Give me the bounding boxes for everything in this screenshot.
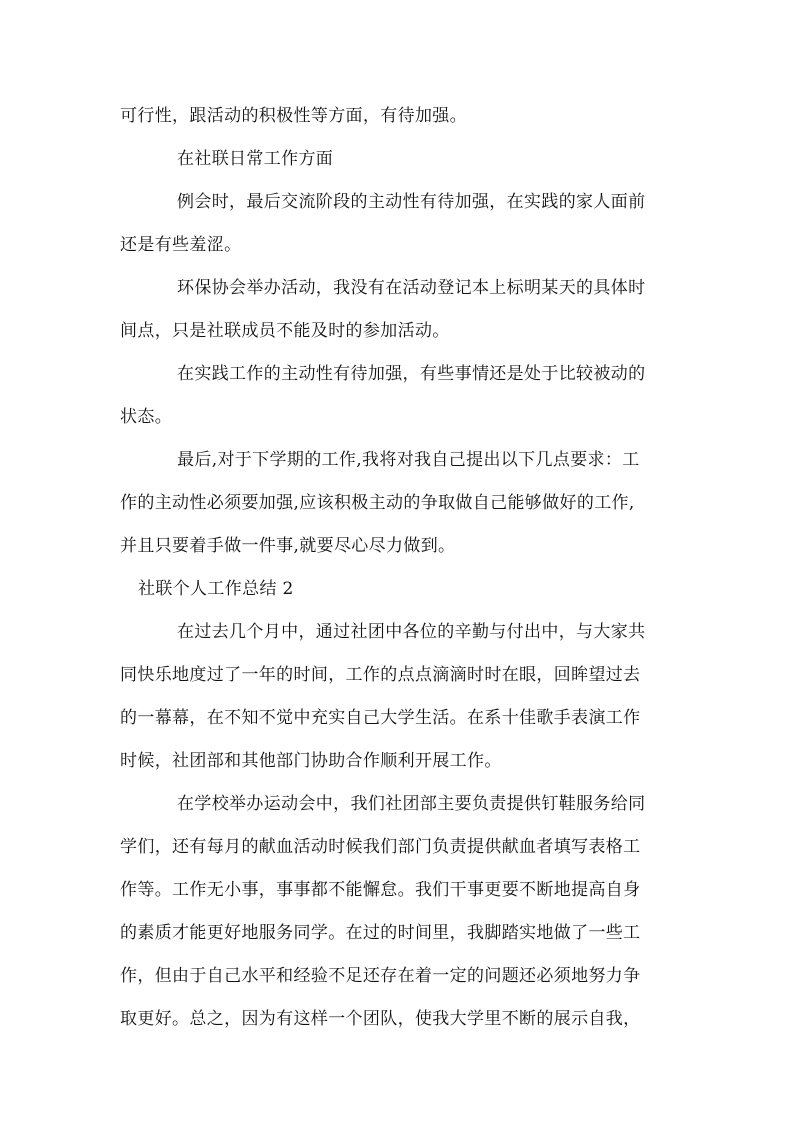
text-line: 状态。 [120, 407, 173, 427]
text-line: 时候，社团部和其他部门协助合作顺利开展工作。 [120, 751, 502, 771]
text-line: 作的主动性必须要加强,应该积极主动的争取做自己能够做好的工作, [120, 493, 635, 513]
text-line: 并且只要着手做一件事,就要尽心尽力做到。 [120, 536, 456, 556]
text-line: 取更好。总之，因为有这样一个团队，使我大学里不断的展示自我， [120, 1009, 641, 1029]
text-line: 学们，还有每月的献血活动时候我们部门负责提供献血者填写表格工 [120, 837, 641, 857]
text-line: 还是有些羞涩。 [120, 235, 242, 255]
text-line: 作，但由于自己水平和经验不足还存在着一定的问题还必须地努力争 [120, 966, 641, 986]
text-line: 在过去几个月中，通过社团中各位的辛勤与付出中，与大家共 [177, 622, 646, 642]
text-line: 可行性，跟活动的积极性等方面，有待加强。 [120, 106, 467, 126]
text-line: 在社联日常工作方面 [177, 149, 334, 169]
text-line: 作等。工作无小事，事事都不能懈怠。我们干事更要不断地提高自身 [120, 880, 641, 900]
text-line: 在实践工作的主动性有待加强，有些事情还是处于比较被动的 [177, 364, 646, 384]
text-line: 环保协会举办活动，我没有在活动登记本上标明某天的具体时 [177, 278, 646, 298]
text-line: 最后,对于下学期的工作,我将对我自己提出以下几点要求：工 [177, 450, 640, 470]
text-line: 在学校举办运动会中，我们社团部主要负责提供钉鞋服务给同 [177, 794, 646, 814]
section-heading: 社联个人工作总结 2 [138, 579, 294, 599]
text-line: 同快乐地度过了一年的时间，工作的点点滴滴时时在眼，回眸望过去 [120, 665, 641, 685]
text-line: 的一幕幕，在不知不觉中充实自己大学生活。在系十佳歌手表演工作 [120, 708, 641, 728]
text-line: 间点，只是社联成员不能及时的参加活动。 [120, 321, 450, 341]
text-line: 的素质才能更好地服务同学。在过的时间里，我脚踏实地做了一些工 [120, 923, 641, 943]
text-line: 例会时，最后交流阶段的主动性有待加强，在实践的家人面前 [177, 192, 646, 212]
